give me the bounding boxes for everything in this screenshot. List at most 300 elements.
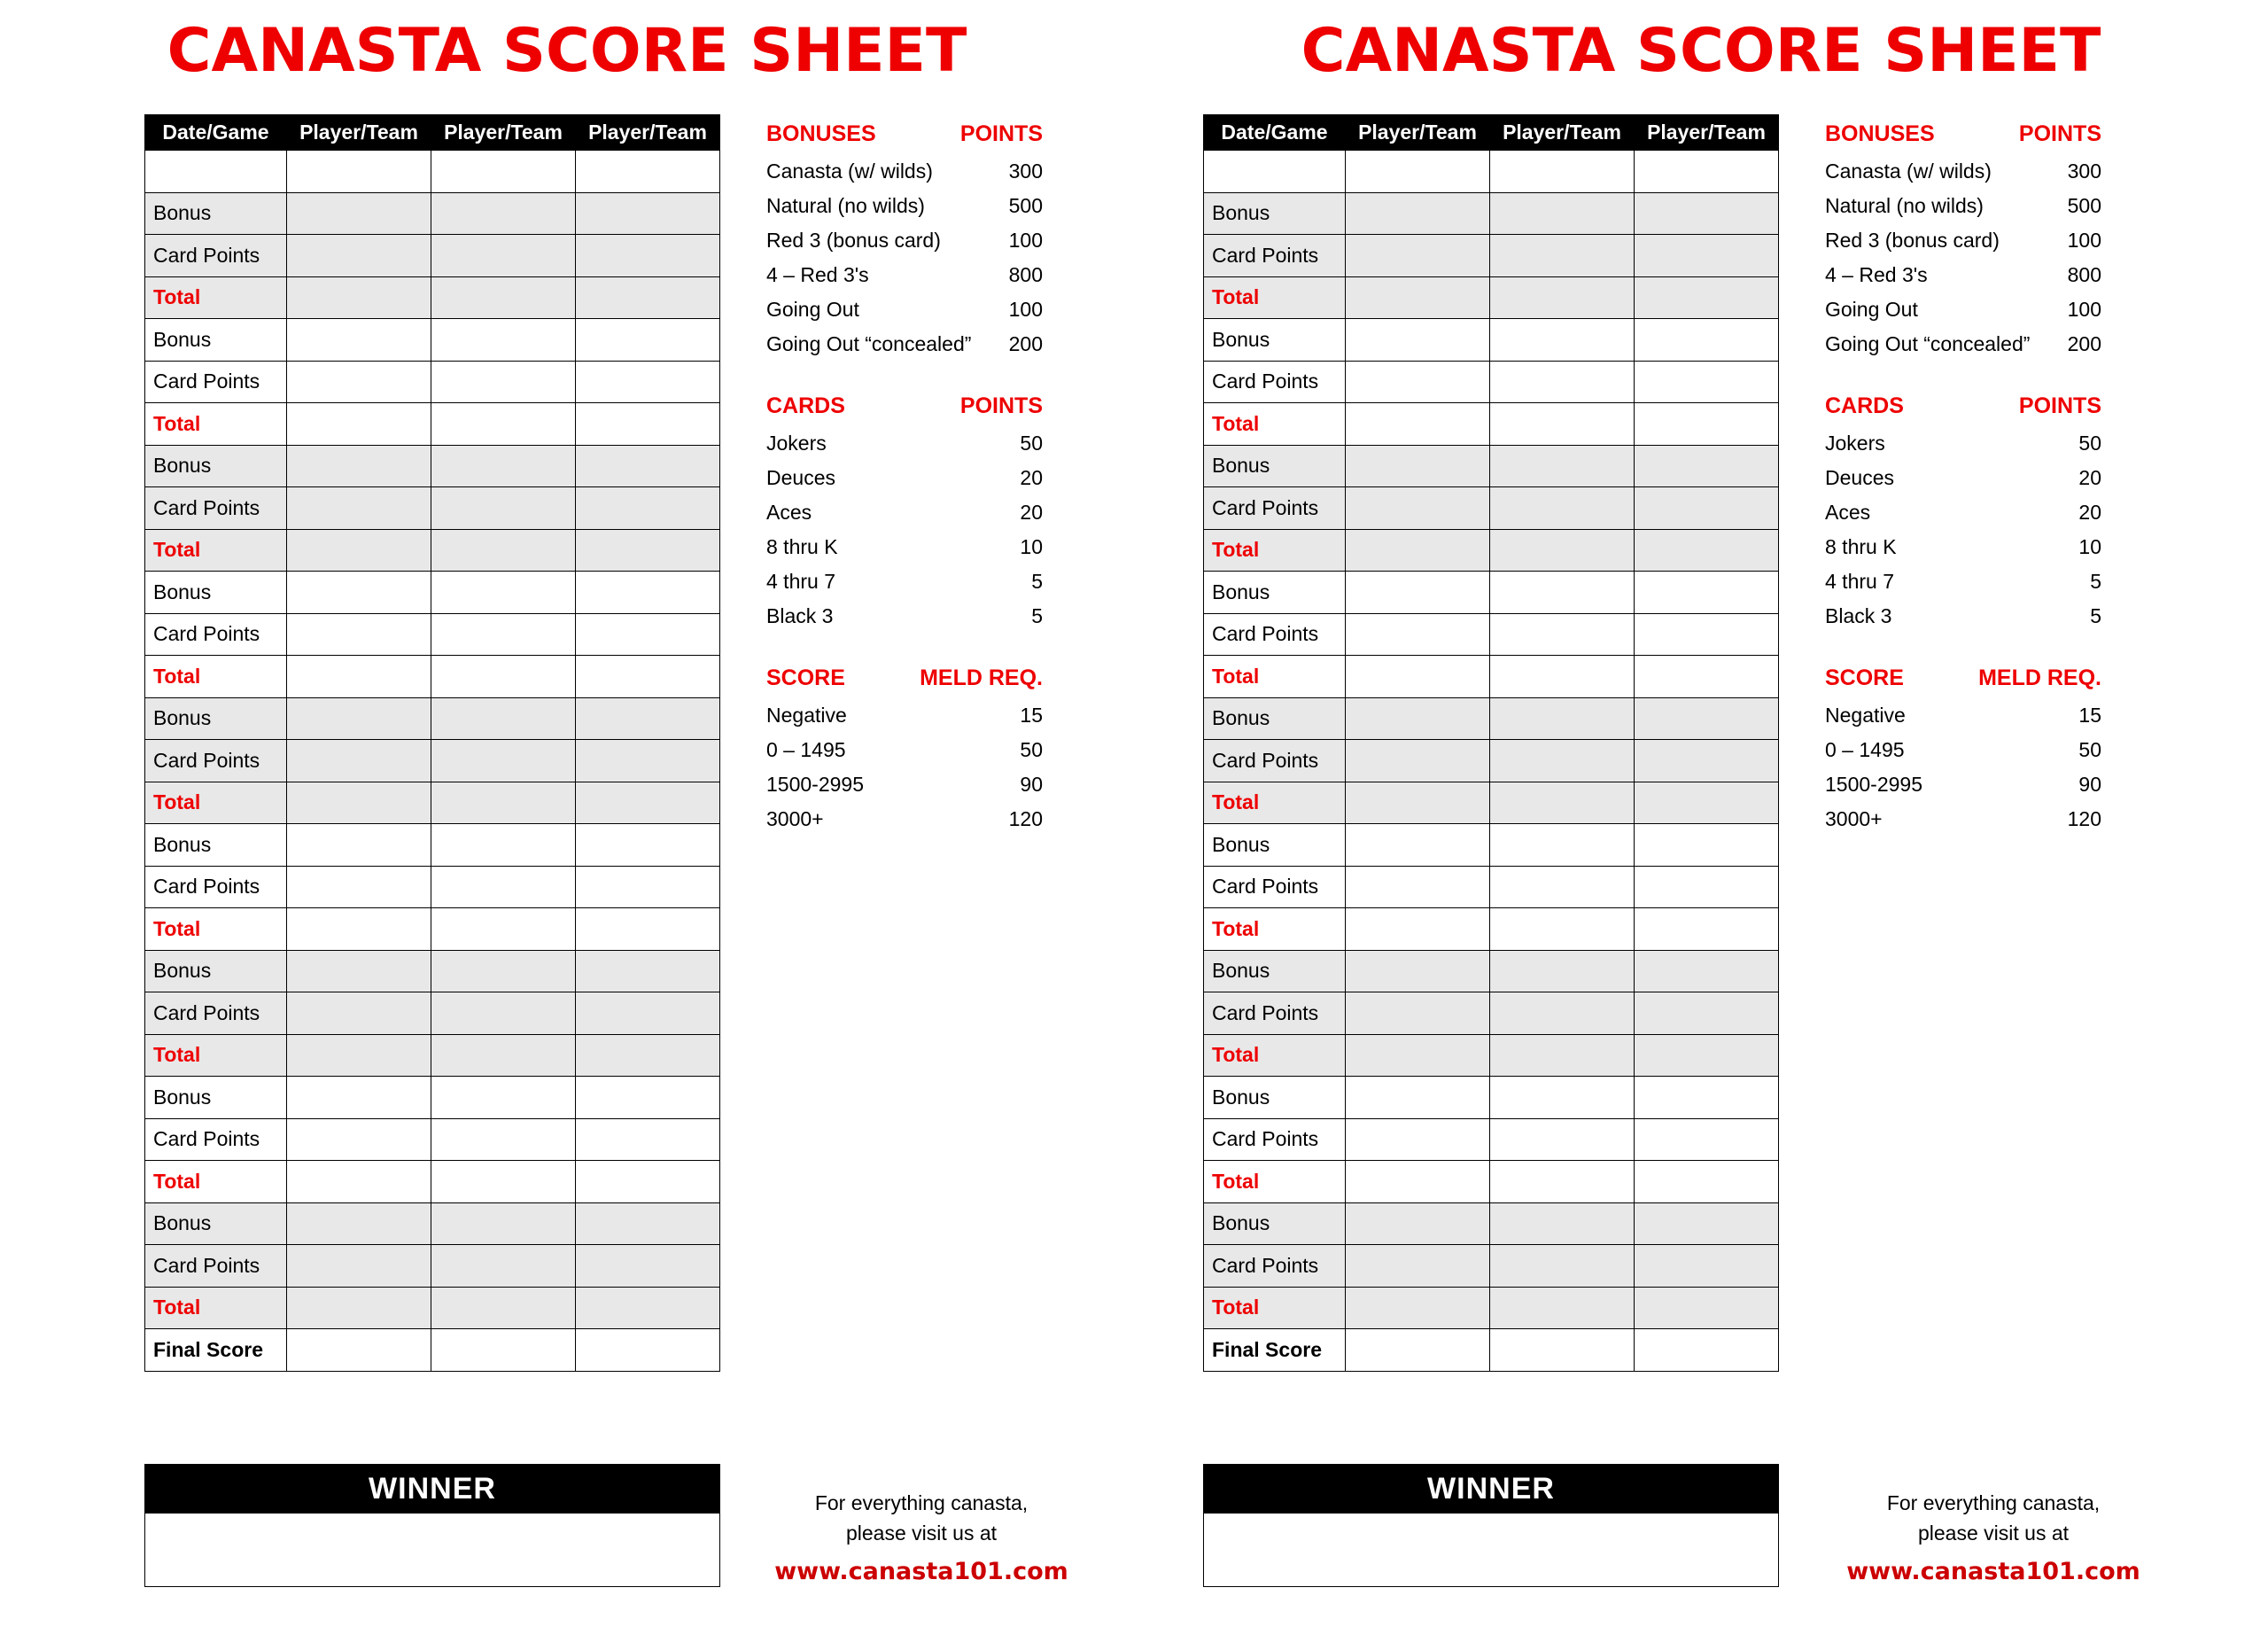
winner-section-left [144,1464,720,1587]
table-row [1204,824,1779,867]
score-cell[interactable] [1346,361,1490,403]
row-label-empty [1204,151,1346,193]
score-cell[interactable] [1346,445,1490,487]
score-cell[interactable] [576,319,720,362]
score-cell[interactable] [287,740,431,782]
score-cell[interactable] [1346,1118,1490,1161]
legend-score-header [766,665,1059,691]
score-cell[interactable] [1635,1118,1779,1161]
score-cell[interactable] [1635,487,1779,530]
score-cell[interactable] [287,403,431,446]
score-cell[interactable] [576,782,720,824]
legend-item [766,258,1059,292]
legend-item-value: 10 [2078,535,2101,558]
score-table-left [144,114,720,1372]
score-cell[interactable] [431,319,576,362]
score-cell[interactable] [576,276,720,319]
score-cell[interactable] [1490,740,1635,782]
legend-item [766,564,1059,599]
table-row [1204,866,1779,908]
score-cell[interactable] [1635,1287,1779,1329]
legend-left [766,114,1059,1372]
score-cell[interactable] [431,613,576,656]
legend-item-value: 100 [2067,298,2101,321]
score-cell[interactable] [1346,908,1490,951]
table-row [145,656,720,698]
table-row [1204,361,1779,403]
legend-score [1825,665,2117,837]
table-row [145,1077,720,1119]
score-cell[interactable] [1346,992,1490,1035]
legend-cards-rows [1825,426,2117,634]
score-cell[interactable] [1490,1034,1635,1077]
score-table-wrapper-right [1203,114,1779,1372]
score-cell[interactable] [1346,1202,1490,1245]
score-cell[interactable] [287,361,431,403]
table-row [145,1245,720,1288]
footer-line-2: please visit us at [1917,1521,2070,1545]
legend-item [766,733,1059,767]
table-row [1204,403,1779,446]
score-cell[interactable] [1635,740,1779,782]
legend-item-label: 4 – Red 3's [766,263,869,286]
score-cell[interactable] [576,697,720,740]
score-cell[interactable] [1346,950,1490,992]
score-cell[interactable] [576,740,720,782]
legend-item-label: Going Out [1825,298,1918,321]
legend-item [766,530,1059,564]
score-cell[interactable] [576,529,720,572]
score-cell[interactable] [1635,445,1779,487]
score-cell[interactable] [431,697,576,740]
row-label-bonus: Bonus [1204,572,1346,614]
score-cell[interactable] [1490,319,1635,362]
score-cell[interactable] [287,151,431,193]
legend-item-value: 20 [2078,501,2101,524]
legend-item-label: Going Out “concealed” [1825,332,2031,355]
winner-label: WINNER [144,1464,720,1514]
score-cell[interactable] [1490,1118,1635,1161]
score-cell[interactable] [431,1287,576,1329]
score-cell[interactable] [287,1287,431,1329]
score-cell[interactable] [287,319,431,362]
legend-item-label: Canasta (w/ wilds) [1825,160,1992,183]
score-cell[interactable] [1635,1202,1779,1245]
score-cell[interactable] [1346,1077,1490,1119]
table-row [145,992,720,1035]
table-row [145,908,720,951]
row-label-total: Total [145,656,287,698]
score-cell[interactable] [287,782,431,824]
legend-score-meld-title: MELD REQ. [1978,665,2101,690]
table-row [1204,151,1779,193]
score-cell[interactable] [576,866,720,908]
score-cell[interactable] [576,1034,720,1077]
score-cell[interactable] [287,992,431,1035]
table-row [145,740,720,782]
score-cell[interactable] [1635,782,1779,824]
score-cell[interactable] [287,697,431,740]
score-cell[interactable] [1346,697,1490,740]
score-cell[interactable] [1346,276,1490,319]
score-cell[interactable] [431,276,576,319]
legend-item [1825,495,2117,530]
legend-cards-header [766,393,1059,419]
legend-bonuses-title: BONUSES [1825,121,1935,146]
score-cell[interactable] [1346,656,1490,698]
legend-bonuses-header [766,121,1059,147]
score-cell[interactable] [431,1329,576,1372]
score-cell[interactable] [1635,697,1779,740]
score-cell[interactable] [431,1161,576,1203]
score-cell[interactable] [431,403,576,446]
score-cell[interactable] [431,866,576,908]
score-cell[interactable] [287,192,431,235]
table-row [1204,1202,1779,1245]
score-cell[interactable] [1346,192,1490,235]
legend-cards-rows [766,426,1059,634]
legend-item-value: 10 [1020,535,1043,558]
table-row [145,1161,720,1203]
score-cell[interactable] [431,572,576,614]
score-cell[interactable] [431,192,576,235]
legend-item-value: 100 [1008,229,1043,252]
score-cell[interactable] [576,192,720,235]
score-cell[interactable] [431,1077,576,1119]
score-cell[interactable] [1346,235,1490,277]
score-cell[interactable] [1490,613,1635,656]
legend-item-value: 120 [1008,807,1043,830]
row-label-total: Total [145,1034,287,1077]
score-cell[interactable] [1490,1202,1635,1245]
score-cell[interactable] [431,361,576,403]
score-cell[interactable] [1635,656,1779,698]
legend-item-value: 800 [2067,263,2101,286]
score-cell[interactable] [1635,192,1779,235]
score-cell[interactable] [1346,1034,1490,1077]
score-cell[interactable] [287,824,431,867]
score-cell[interactable] [1635,235,1779,277]
score-cell[interactable] [576,1245,720,1288]
footer-website-link[interactable]: www.canasta101.com [1846,1558,2140,1585]
score-cell[interactable] [287,1118,431,1161]
winner-input-box[interactable] [144,1514,720,1587]
legend-bonuses-points-title: POINTS [2018,121,2101,146]
legend-item-label: Negative [1825,704,1906,727]
score-cell[interactable] [576,950,720,992]
row-label-total: Total [145,1287,287,1329]
table-row [145,276,720,319]
score-cell[interactable] [576,908,720,951]
row-label-bonus: Bonus [145,572,287,614]
score-cell[interactable] [431,445,576,487]
row-label-card-points: Card Points [1204,740,1346,782]
score-cell[interactable] [1490,572,1635,614]
table-row [1204,1077,1779,1119]
legend-item [1825,258,2117,292]
legend-item-label: 1500-2995 [1825,773,1922,796]
score-cell[interactable] [287,866,431,908]
legend-item [766,767,1059,802]
legend-cards-title: CARDS [1825,393,1904,418]
score-cell[interactable] [1635,866,1779,908]
score-cell[interactable] [1635,950,1779,992]
score-cell[interactable] [431,235,576,277]
legend-item-label: Natural (no wilds) [1825,194,1984,217]
score-cell[interactable] [1346,824,1490,867]
row-label-card-points: Card Points [1204,866,1346,908]
score-cell[interactable] [1635,361,1779,403]
score-cell[interactable] [1346,1329,1490,1372]
legend-item-label: 8 thru K [766,535,838,558]
table-row [1204,572,1779,614]
score-cell[interactable] [576,361,720,403]
score-cell[interactable] [1490,276,1635,319]
score-cell[interactable] [287,529,431,572]
score-cell[interactable] [1490,950,1635,992]
row-label-card-points: Card Points [145,740,287,782]
score-cell[interactable] [576,235,720,277]
row-label-bonus: Bonus [1204,445,1346,487]
legend-item-value: 300 [2067,160,2101,183]
score-cell[interactable] [1346,740,1490,782]
legend-item [766,154,1059,189]
score-cell[interactable] [1635,529,1779,572]
score-cell[interactable] [576,613,720,656]
legend-score-title: SCORE [1825,665,1904,690]
score-cell[interactable] [1635,1329,1779,1372]
legend-item-value: 90 [1020,773,1043,796]
legend-cards-points-title: POINTS [959,393,1043,418]
score-cell[interactable] [1490,1077,1635,1119]
page-title-right: CANASTA SCORE SHEET [1301,16,2101,86]
row-label-total: Total [145,403,287,446]
score-cell[interactable] [1490,151,1635,193]
legend-bonuses-rows [1825,154,2117,362]
legend-score [766,665,1059,837]
score-cell[interactable] [1635,1245,1779,1288]
score-cell[interactable] [287,950,431,992]
row-label-total: Total [145,276,287,319]
score-cell[interactable] [1490,445,1635,487]
legend-item [1825,154,2117,189]
legend-item-value: 20 [2078,466,2101,489]
legend-item-label: Deuces [766,466,835,489]
legend-bonuses-title: BONUSES [766,121,876,146]
score-cell[interactable] [287,613,431,656]
legend-item-label: 3000+ [1825,807,1883,830]
score-cell[interactable] [287,1077,431,1119]
legend-item-label: Canasta (w/ wilds) [766,160,933,183]
score-cell[interactable] [1490,656,1635,698]
score-cell[interactable] [1490,1245,1635,1288]
score-cell[interactable] [1635,992,1779,1035]
score-cell[interactable] [1346,866,1490,908]
table-row [1204,613,1779,656]
score-cell[interactable] [1490,1329,1635,1372]
score-cell[interactable] [431,1202,576,1245]
score-cell[interactable] [1635,276,1779,319]
row-label-total: Total [1204,529,1346,572]
legend-item-label: Red 3 (bonus card) [1825,229,2000,252]
score-cell[interactable] [1346,319,1490,362]
score-cell[interactable] [1346,1245,1490,1288]
score-cell[interactable] [1635,908,1779,951]
legend-item-value: 200 [1008,332,1043,355]
score-cell[interactable] [1635,151,1779,193]
score-cell[interactable] [431,740,576,782]
row-label-total: Total [1204,403,1346,446]
score-cell[interactable] [1490,782,1635,824]
row-label-card-points: Card Points [1204,487,1346,530]
score-cell[interactable] [1346,782,1490,824]
score-cell[interactable] [287,487,431,530]
score-cell[interactable] [287,235,431,277]
table-row [145,1329,720,1372]
score-cell[interactable] [431,487,576,530]
legend-item-label: 1500-2995 [766,773,864,796]
score-cell[interactable] [576,403,720,446]
score-cell[interactable] [1490,235,1635,277]
table-header-row [145,115,720,151]
row-label-bonus: Bonus [145,824,287,867]
score-cell[interactable] [576,572,720,614]
legend-item-value: 120 [2067,807,2101,830]
score-cell[interactable] [1346,151,1490,193]
table-row [1204,487,1779,530]
score-cell[interactable] [1346,487,1490,530]
legend-item-label: 4 – Red 3's [1825,263,1928,286]
score-cell[interactable] [287,1245,431,1288]
row-label-bonus: Bonus [145,1202,287,1245]
legend-item [1825,530,2117,564]
legend-item-value: 5 [1031,604,1043,627]
score-cell[interactable] [1490,403,1635,446]
score-cell[interactable] [431,950,576,992]
score-table-right [1203,114,1779,1372]
row-label-card-points: Card Points [1204,992,1346,1035]
score-cell[interactable] [576,1161,720,1203]
score-cell[interactable] [1635,824,1779,867]
score-cell[interactable] [1346,572,1490,614]
score-cell[interactable] [1490,487,1635,530]
score-cell[interactable] [1635,572,1779,614]
score-cell[interactable] [1635,403,1779,446]
score-cell[interactable] [1490,866,1635,908]
winner-section-right [1203,1464,1779,1587]
score-cell[interactable] [287,1161,431,1203]
row-label-bonus: Bonus [1204,950,1346,992]
score-cell[interactable] [1490,908,1635,951]
score-cell[interactable] [287,1034,431,1077]
score-cell[interactable] [431,824,576,867]
score-cell[interactable] [576,487,720,530]
row-label-card-points: Card Points [1204,361,1346,403]
score-cell[interactable] [431,1034,576,1077]
table-row [145,697,720,740]
score-cell[interactable] [1490,697,1635,740]
score-cell[interactable] [287,1202,431,1245]
legend-item-value: 100 [1008,298,1043,321]
score-cell[interactable] [431,992,576,1035]
score-cell[interactable] [1490,1287,1635,1329]
score-cell[interactable] [576,1118,720,1161]
winner-input-box[interactable] [1203,1514,1779,1587]
score-cell[interactable] [1490,192,1635,235]
legend-item-label: 0 – 1495 [766,738,846,761]
footer-line-1: For everything canasta, [814,1491,1029,1514]
score-cell[interactable] [576,1287,720,1329]
score-cell[interactable] [287,572,431,614]
table-row [1204,235,1779,277]
table-row [145,572,720,614]
score-cell[interactable] [287,908,431,951]
score-cell[interactable] [576,445,720,487]
score-cell[interactable] [431,908,576,951]
legend-score-rows [766,698,1059,837]
footer-website-link[interactable]: www.canasta101.com [774,1558,1068,1585]
row-label-bonus: Bonus [1204,192,1346,235]
score-cell[interactable] [576,1077,720,1119]
score-cell[interactable] [1635,1161,1779,1203]
score-cell[interactable] [576,656,720,698]
score-cell[interactable] [431,151,576,193]
row-label-total: Total [145,908,287,951]
score-cell[interactable] [1490,361,1635,403]
score-cell[interactable] [431,1245,576,1288]
legend-item-label: 4 thru 7 [1825,570,1894,593]
score-cell[interactable] [1490,1161,1635,1203]
score-cell[interactable] [576,992,720,1035]
score-cell[interactable] [287,276,431,319]
score-cell[interactable] [1635,613,1779,656]
row-label-bonus: Bonus [145,445,287,487]
score-cell[interactable] [1346,529,1490,572]
score-cell[interactable] [431,1118,576,1161]
score-cell[interactable] [287,656,431,698]
score-cell[interactable] [576,1202,720,1245]
score-cell[interactable] [1490,529,1635,572]
score-cell[interactable] [287,445,431,487]
score-cell[interactable] [431,782,576,824]
column-header-date-game: Date/Game [145,115,287,151]
score-cell[interactable] [1490,824,1635,867]
score-cell[interactable] [431,656,576,698]
score-cell[interactable] [1635,1077,1779,1119]
score-cell[interactable] [1346,403,1490,446]
legend-item-label: Going Out [766,298,859,321]
column-header-player-team-3: Player/Team [1635,115,1779,151]
legend-item-value: 20 [1020,501,1043,524]
table-row [1204,908,1779,951]
row-label-bonus: Bonus [145,950,287,992]
score-cell[interactable] [576,824,720,867]
score-cell[interactable] [1346,1161,1490,1203]
score-cell[interactable] [287,1329,431,1372]
row-label-total: Total [1204,1287,1346,1329]
score-cell[interactable] [1635,1034,1779,1077]
score-cell[interactable] [1490,992,1635,1035]
score-cell[interactable] [431,529,576,572]
score-cell[interactable] [576,151,720,193]
score-cell[interactable] [1346,613,1490,656]
score-cell[interactable] [576,1329,720,1372]
table-row [1204,445,1779,487]
score-cell[interactable] [1635,319,1779,362]
legend-item-label: Negative [766,704,847,727]
legend-item-value: 300 [1008,160,1043,183]
score-cell[interactable] [1346,1287,1490,1329]
